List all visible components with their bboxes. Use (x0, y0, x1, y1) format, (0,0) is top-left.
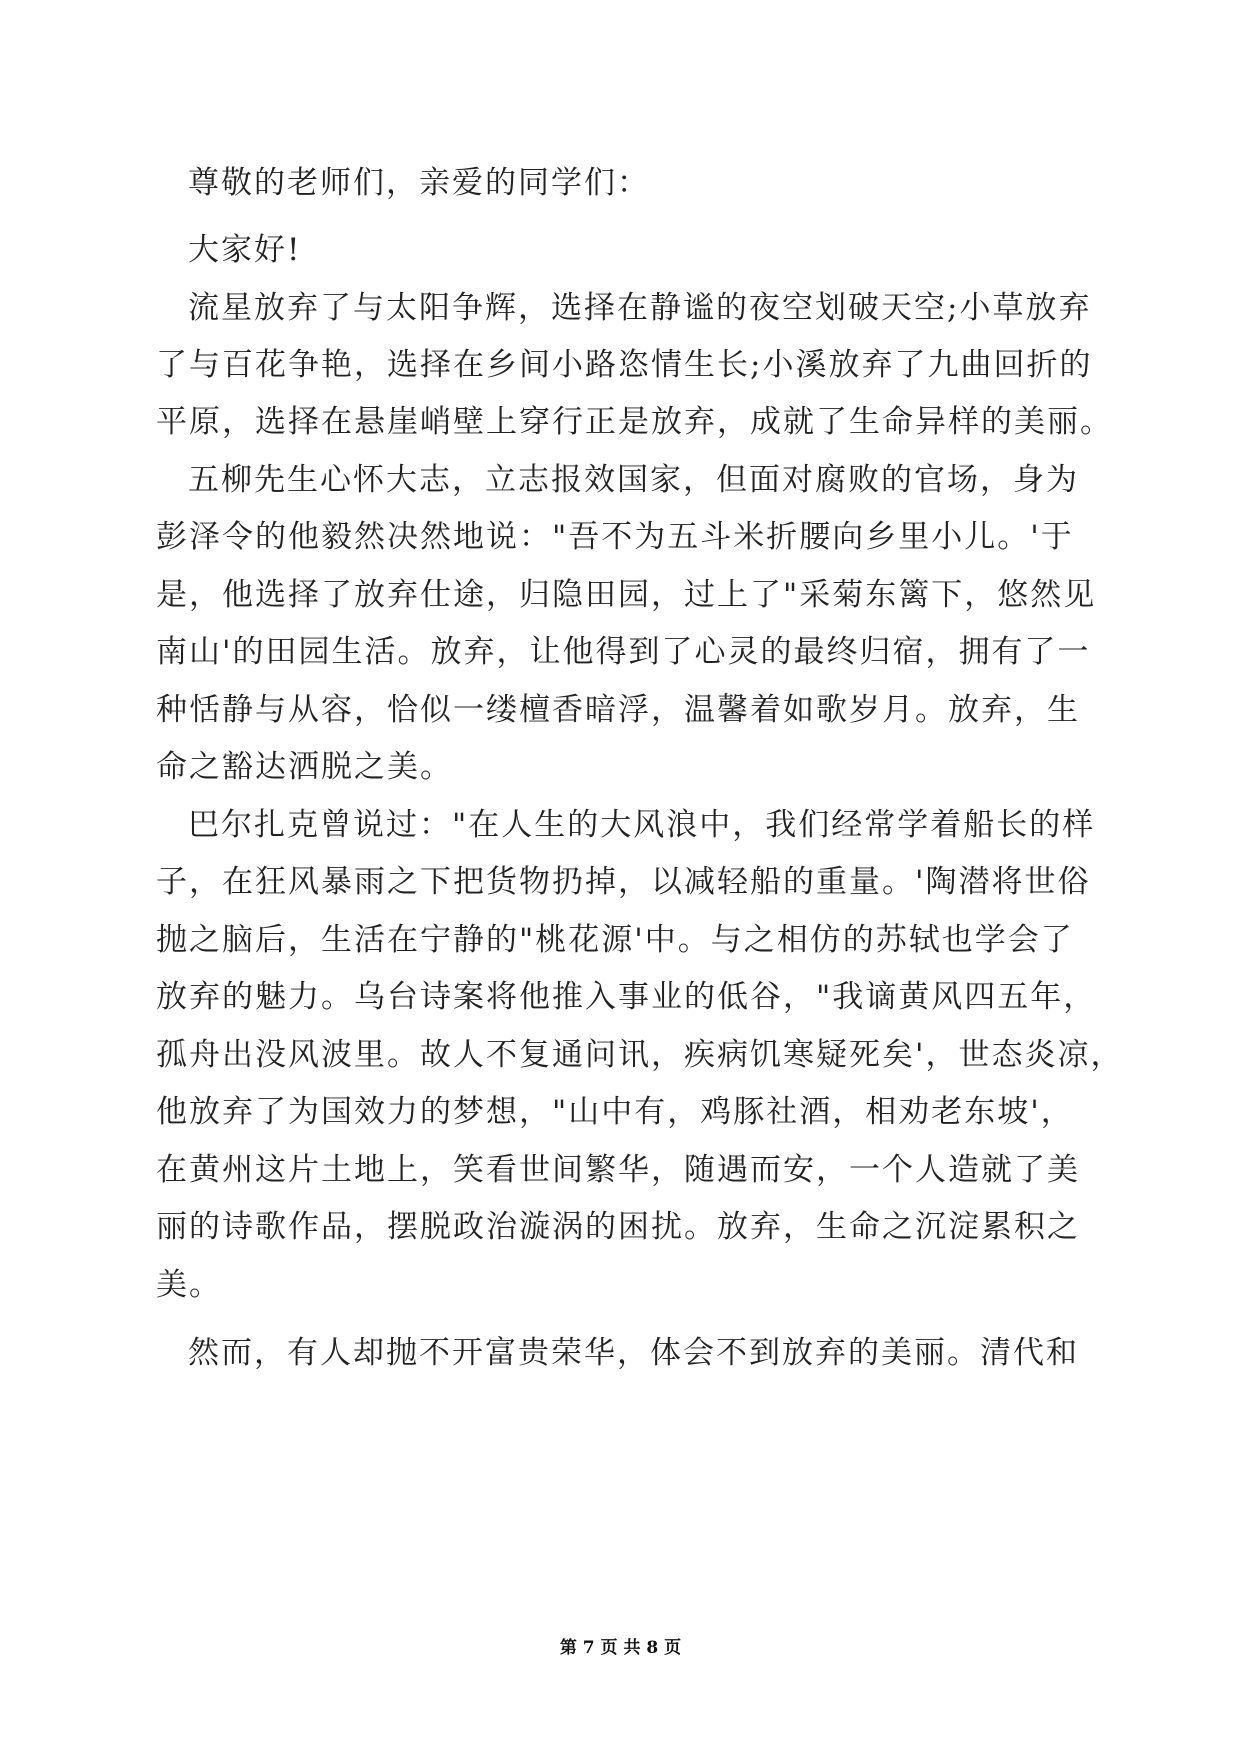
paragraph-3-line: 抛之脑后，生活在宁静的"桃花源'中。与之相仿的苏轼也学会了 (156, 922, 1074, 958)
paragraph-1-line: 了与百花争艳，选择在乡间小路恣情生长;小溪放弃了九曲回折的 (156, 347, 1093, 383)
paragraph-2-line: 种恬静与从容，恰似一缕檀香暗浮，温馨着如歌岁月。放弃，生 (156, 692, 1080, 728)
paragraph-1-line: 平原，选择在悬崖峭壁上穿行正是放弃，成就了生命异样的美丽。 (156, 404, 1113, 440)
paragraph-3-line: 孤舟出没风波里。故人不复通问讯，疾病饥寒疑死矣'，世态炎凉， (156, 1037, 1124, 1073)
paragraph-2-line: 南山'的田园生活。放弃，让他得到了心灵的最终归宿，拥有了一 (156, 634, 1091, 670)
paragraph-4-line: 然而，有人却抛不开富贵荣华，体会不到放弃的美丽。清代和 (188, 1335, 1079, 1371)
paragraph-2-line: 命之豁达洒脱之美。 (156, 749, 453, 785)
salutation: 尊敬的老师们，亲爱的同学们： (188, 165, 650, 201)
paragraph-3-line: 美。 (156, 1267, 222, 1303)
page-number: 第 7 页 共 8 页 (559, 1638, 682, 1658)
paragraph-3-line: 放弃的魅力。乌台诗案将他推入事业的低谷，"我谪黄风四五年， (156, 979, 1097, 1015)
paragraph-2-line: 彭泽令的他毅然决然地说："吾不为五斗米折腰向乡里小儿。'于 (156, 519, 1074, 555)
paragraph-2-line: 是，他选择了放弃仕途，归隐田园，过上了"采菊东篱下，悠然见 (156, 577, 1097, 613)
paragraph-3-line: 他放弃了为国效力的梦想，"山中有，鸡豚社酒，相劝老东坡'， (156, 1094, 1074, 1130)
paragraph-3-line: 在黄州这片土地上，笑看世间繁华，随遇而安，一个人造就了美 (156, 1152, 1080, 1188)
paragraph-3-line: 子，在狂风暴雨之下把货物扔掉，以减轻船的重量。'陶潜将世俗 (156, 864, 1091, 900)
greeting: 大家好! (188, 232, 302, 268)
paragraph-3-line: 巴尔扎克曾说过："在人生的大风浪中，我们经常学着船长的样 (188, 807, 1096, 843)
paragraph-1-line: 流星放弃了与太阳争辉，选择在静谧的夜空划破天空;小草放弃 (188, 290, 1092, 326)
paragraph-2-line: 五柳先生心怀大志，立志报效国家，但面对腐败的官场，身为 (188, 462, 1079, 498)
paragraph-3-line: 丽的诗歌作品，摆脱政治漩涡的困扰。放弃，生命之沉淀累积之 (156, 1209, 1080, 1245)
